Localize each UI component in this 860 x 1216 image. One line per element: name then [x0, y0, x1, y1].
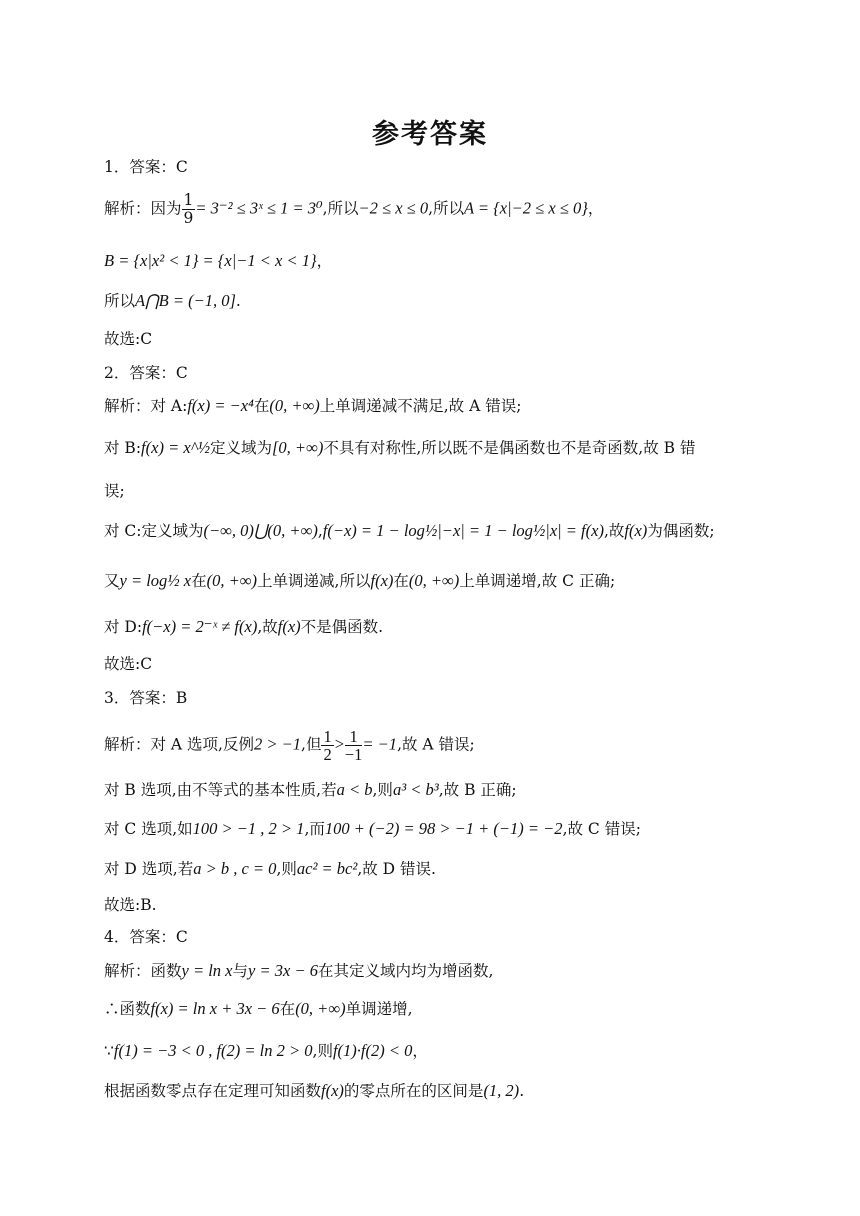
- q3-line-4: 对 D 选项,若a > b , c = 0,则ac² = bc²,故 D 错误.: [104, 859, 436, 878]
- fraction-1-9: $\frac{1}{9}$: [183, 191, 194, 227]
- q3-conclusion: 故选:B.: [104, 896, 157, 914]
- fraction-1-neg1: $\frac{1}{-1}$: [344, 727, 363, 764]
- q3-line-1: 解析：对 A 选项,反例2 > −1,但 $\frac{1}{2}$ > $\frac{1}{-1}$ = −1,故 A 错误;: [104, 727, 475, 764]
- q2-answer: 2．答案：C: [104, 364, 188, 382]
- q2-line-4: 又y = log½ x在(0, +∞)上单调递减,所以f(x)在(0, +∞)上单调递增,故 C 正确;: [104, 571, 616, 590]
- q2-line-2-cont: 误;: [104, 482, 125, 500]
- q2-line-2: 对 B:f(x) = x^½定义域为[0, +∞)不具有对称性,所以既不是偶函数也不是奇函数,故 B 错: [104, 438, 696, 457]
- q1-answer: 1．答案：C: [104, 158, 188, 176]
- q1-line-1: 解析：因为 $\frac{1}{9}$ = 3⁻² ≤ 3ˣ ≤ 1 = 3⁰,所以−2 ≤ x ≤ 0,所以A = {x|−2 ≤ x ≤ 0}，: [104, 191, 604, 227]
- q4-line-3: ∵f(1) = −3 < 0 , f(2) = ln 2 > 0,则f(1)·f(2) < 0，: [104, 1041, 428, 1060]
- page-title: 参考答案: [372, 119, 488, 150]
- q3-answer: 3．答案：B: [104, 689, 188, 707]
- q1-line-2: B = {x|x² < 1} = {x|−1 < x < 1}，: [104, 251, 333, 270]
- q3-line-3: 对 C 选项,如100 > −1 , 2 > 1,而100 + (−2) = 98 > −1 + (−1) = −2,故 C 错误;: [104, 819, 641, 838]
- q4-answer: 4．答案：C: [104, 928, 188, 946]
- q1-conclusion: 故选:C: [104, 330, 153, 348]
- q4-line-2: ∴函数f(x) = ln x + 3x − 6在(0, +∞)单调递增,: [104, 999, 413, 1018]
- q2-line-3: 对 C:定义域为(−∞, 0)⋃(0, +∞),f(−x) = 1 − log½|−x| = 1 − log½|x| = f(x),故f(x)为偶函数;: [104, 521, 715, 540]
- q1-line-3: 所以A⋂B = (−1, 0].: [104, 291, 241, 310]
- q2-line-1: 解析：对 A:f(x) = −x⁴在(0, +∞)上单调递减不满足,故 A 错误;: [104, 396, 522, 415]
- q2-line-5: 对 D:f(−x) = 2⁻ˣ ≠ f(x),故f(x)不是偶函数.: [104, 617, 384, 636]
- q2-conclusion: 故选:C: [104, 655, 153, 673]
- fraction-1-2: $\frac{1}{2}$: [323, 727, 332, 764]
- q4-line-4: 根据函数零点存在定理可知函数f(x)的零点所在的区间是(1, 2).: [104, 1081, 525, 1100]
- q4-line-1: 解析：函数y = ln x与y = 3x − 6在其定义域内均为增函数,: [104, 961, 494, 980]
- q3-line-2: 对 B 选项,由不等式的基本性质,若a < b,则a³ < b³,故 B 正确;: [104, 780, 517, 799]
